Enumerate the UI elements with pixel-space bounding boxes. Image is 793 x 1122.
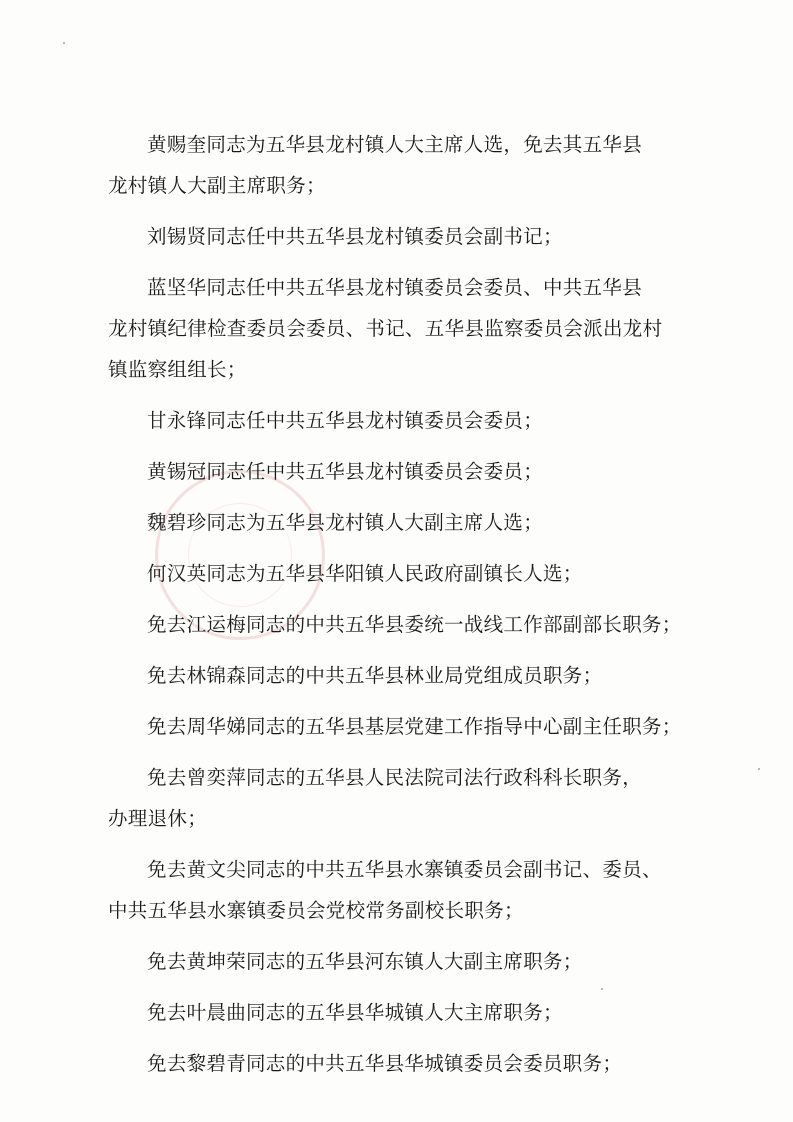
paragraph-line: 免去黄坤荣同志的五华县河东镇人大副主席职务； (147, 950, 583, 973)
paragraph-line: 龙村镇人大副主席职务； (108, 174, 326, 197)
paragraph-line: 黄锡冠同志任中共五华县龙村镇委员会委员； (147, 460, 544, 483)
paragraph-8 (108, 610, 698, 640)
paragraph-line: 免去黄文尖同志的中共五华县水寨镇委员会副书记、委员、 (147, 858, 662, 881)
paragraph-12 (108, 855, 698, 926)
paragraph-7 (108, 559, 698, 589)
paragraph-line: 免去江运梅同志的中共五华县委统一战线工作部副部长职务； (147, 613, 682, 636)
paragraph-1 (108, 130, 698, 201)
paragraph-line: 刘锡贤同志任中共五华县龙村镇委员会副书记； (147, 225, 563, 248)
paragraph-line: 办理退休； (108, 807, 208, 830)
paragraph-11 (108, 763, 698, 834)
paragraph-line: 何汉英同志为五华县华阳镇人民政府副镇长人选； (147, 562, 583, 585)
paragraph-line: 免去曾奕萍同志的五华县人民法院司法行政科科长职务， (147, 766, 643, 789)
paragraph-line: 镇监察组组长； (108, 358, 247, 381)
paragraph-9 (108, 661, 698, 691)
paragraph-line: 免去叶晨曲同志的五华县华城镇人大主席职务； (147, 1001, 563, 1024)
paragraph-13 (108, 947, 698, 977)
paragraph-line: 魏碧珍同志为五华县龙村镇人大副主席人选； (147, 511, 544, 534)
scan-speck (758, 768, 760, 770)
scan-speck (63, 42, 65, 44)
paragraph-4 (108, 406, 698, 436)
paragraph-line: 免去周华娣同志的五华县基层党建工作指导中心副主任职务； (147, 715, 682, 738)
paragraph-line: 蓝坚华同志任中共五华县龙村镇委员会委员、中共五华县 (147, 276, 643, 299)
paragraph-line: 黄赐奎同志为五华县龙村镇人大主席人选，免去其五华县 (147, 133, 643, 156)
paragraph-6 (108, 508, 698, 538)
paragraph-line: 甘永锋同志任中共五华县龙村镇委员会委员； (147, 409, 544, 432)
paragraph-line: 免去黎碧青同志的中共五华县华城镇委员会委员职务； (147, 1052, 623, 1075)
paragraph-line: 中共五华县水寨镇委员会党校常务副校长职务； (108, 899, 524, 922)
paragraph-14 (108, 998, 698, 1028)
paragraph-line: 免去林锦森同志的中共五华县林业局党组成员职务； (147, 664, 603, 687)
paragraph-3 (108, 273, 698, 385)
paragraph-15 (108, 1049, 698, 1079)
paragraph-2 (108, 222, 698, 252)
paragraph-line: 龙村镇纪律检查委员会委员、书记、五华县监察委员会派出龙村 (108, 317, 663, 340)
document-body (108, 130, 698, 1079)
paragraph-10 (108, 712, 698, 742)
paragraph-5 (108, 457, 698, 487)
